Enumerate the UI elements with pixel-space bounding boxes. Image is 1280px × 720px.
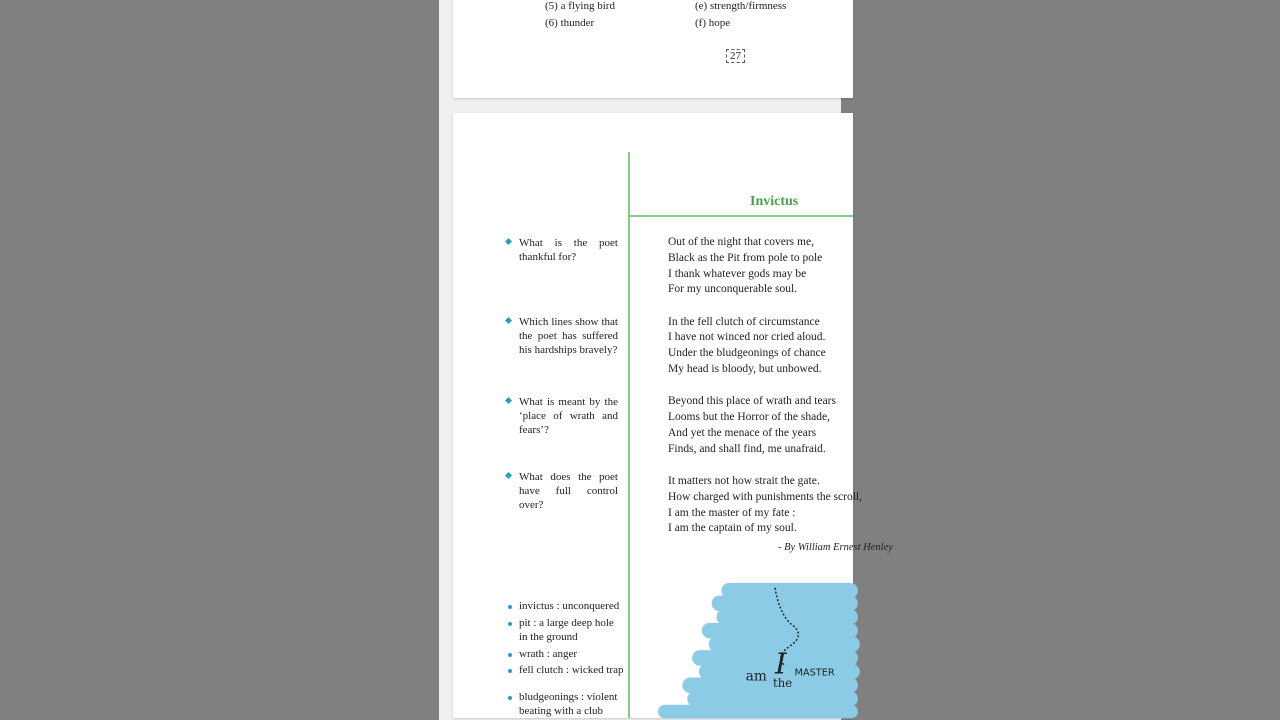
page-number: 27	[726, 49, 745, 63]
stanza-3	[668, 394, 862, 457]
diamond-bullet-icon	[505, 472, 512, 479]
title-rule	[628, 215, 853, 217]
glossary-item: fell clutch : wicked trap	[506, 664, 624, 678]
poem-line: Black as the Pit from pole to pole	[668, 251, 823, 264]
side-question: Which lines show that the poet has suffered his hardships bravely?	[506, 315, 618, 357]
glossary-item: invictus : unconquered	[506, 600, 624, 614]
page-28	[453, 113, 893, 718]
bullet-icon	[508, 696, 512, 700]
poem-line: It matters not how strait the gate.	[668, 475, 820, 488]
artwork-text: am	[745, 668, 767, 685]
page-27	[453, 0, 853, 98]
poem-line: In the fell clutch of circumstance	[668, 315, 820, 328]
bullet-icon	[508, 605, 512, 609]
poem-line: I have not winced nor cried aloud.	[668, 331, 826, 344]
glossary-item: bludgeonings : violent beating with a club	[506, 691, 624, 718]
side-question: What does the poet have full control over?	[506, 470, 618, 512]
stanza-4	[668, 474, 862, 537]
bullet-icon	[508, 622, 512, 626]
diamond-bullet-icon	[505, 317, 512, 324]
bullet-icon	[508, 653, 512, 657]
artwork-letter-i: I	[775, 646, 787, 681]
stanza-1	[668, 235, 862, 298]
poem-line: My head is bloody, but unbowed.	[668, 363, 822, 376]
i-am-the-master-artwork	[658, 578, 853, 716]
match-right-e: (e) strength/firmness	[695, 0, 787, 12]
poem-line: Looms but the Horror of the shade,	[668, 411, 830, 424]
match-right-f: (f) hope	[695, 17, 731, 29]
poem-author: - By William Ernest Henley	[778, 542, 893, 553]
stanza-2	[668, 315, 862, 378]
glossary-item: wrath : anger	[506, 648, 624, 662]
artwork-text: MASTER	[794, 667, 835, 679]
side-question: What is the poet thankful for?	[506, 236, 618, 264]
poem-line: Beyond this place of wrath and tears	[668, 395, 836, 408]
artwork-text: the	[773, 676, 793, 691]
diamond-bullet-icon	[505, 238, 512, 245]
match-left-5: (5) a flying bird	[545, 0, 615, 12]
poem-line: Finds, and shall find, me unafraid.	[668, 442, 826, 455]
poem-line: How charged with punishments the scroll,	[668, 490, 862, 503]
match-left-6: (6) thunder	[545, 17, 595, 29]
poem-line: For my unconquerable soul.	[668, 283, 798, 296]
glossary-item: pit : a large deep hole in the ground	[506, 617, 624, 644]
diamond-bullet-icon	[505, 397, 512, 404]
poem-line: Out of the night that covers me,	[668, 236, 814, 248]
poem-line: And yet the menace of the years	[668, 426, 817, 439]
poem-title: Invictus	[750, 194, 799, 209]
poem-line: I thank whatever gods may be	[668, 267, 807, 280]
poem-line: Under the bludgeonings of chance	[668, 347, 826, 360]
side-question: What is meant by the ‘place of wrath and fears’?	[506, 395, 618, 437]
poem-body	[668, 235, 862, 537]
bullet-icon	[508, 669, 512, 673]
poem-line: I am the captain of my soul.	[668, 522, 797, 535]
column-divider	[628, 152, 630, 718]
pdf-viewer[interactable]	[439, 0, 893, 720]
poem-line: I am the master of my fate :	[668, 506, 796, 519]
